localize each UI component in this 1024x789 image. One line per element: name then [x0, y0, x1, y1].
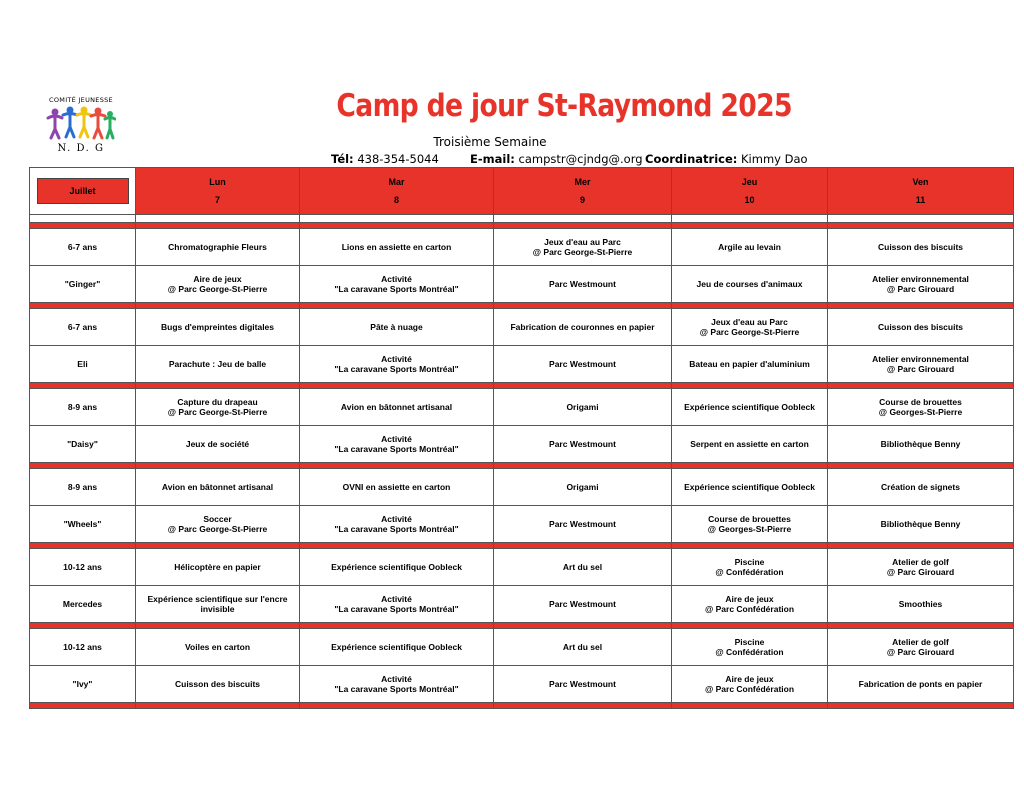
activity-line: Avion en bâtonnet artisanal: [340, 402, 453, 412]
activity-line: @ Parc Girouard: [886, 284, 955, 294]
activity-line: @ Parc Girouard: [886, 647, 955, 657]
activity-line: Expérience scientifique Oobleck: [684, 482, 815, 492]
activity-line: @ Parc George-St-Pierre: [167, 524, 268, 534]
phone-number: 438-354-5044: [357, 152, 439, 166]
day-header-tue: [300, 168, 494, 215]
activity-cell: [494, 666, 672, 703]
activity-cell: [828, 666, 1014, 703]
day-name: Ven: [912, 177, 929, 187]
activity-cell: [672, 469, 828, 506]
day-number: 7: [214, 195, 220, 205]
activity-cell: [672, 666, 828, 703]
activity-cell: [136, 469, 300, 506]
activity-line: Art du sel: [562, 562, 603, 572]
activity-cell: [494, 229, 672, 266]
activity-line: "La caravane Sports Montréal": [334, 684, 459, 694]
activity-cell: [494, 266, 672, 303]
activity-line: Parc Westmount: [549, 439, 616, 449]
activity-line: Pâte à nuage: [370, 322, 423, 332]
activity-cell: [300, 266, 494, 303]
activity-line: Jeux d'eau au Parc: [544, 237, 621, 247]
activity-line: "La caravane Sports Montréal": [334, 524, 459, 534]
activity-cell: [828, 266, 1014, 303]
activity-line: Piscine: [734, 637, 765, 647]
activity-line: Parc Westmount: [549, 599, 616, 609]
activity-line: @ Parc George-St-Pierre: [532, 247, 633, 257]
phone-label: Tél:: [331, 152, 354, 166]
activity-cell: [828, 549, 1014, 586]
activity-cell: [300, 309, 494, 346]
group-label: "Ginger": [30, 266, 136, 303]
activity-cell: [672, 586, 828, 623]
activity-line: "La caravane Sports Montréal": [334, 284, 459, 294]
activity-line: @ Parc Girouard: [886, 364, 955, 374]
activity-line: Art du sel: [562, 642, 603, 652]
activity-cell: [828, 229, 1014, 266]
activity-cell: [136, 666, 300, 703]
activity-line: Activité: [381, 274, 412, 284]
activity-line: Expérience scientifique Oobleck: [331, 642, 462, 652]
activity-cell: [672, 266, 828, 303]
activity-line: Capture du drapeau: [177, 397, 258, 407]
group-label: 6-7 ans: [30, 309, 136, 346]
day-name: Jeu: [741, 177, 758, 187]
activity-cell: [300, 629, 494, 666]
schedule-row: [30, 309, 1014, 346]
schedule-table: [29, 167, 1014, 709]
organization-logo: [44, 96, 118, 158]
activity-cell: [300, 666, 494, 703]
activity-line: Course de brouettes: [879, 397, 962, 407]
schedule-row: [30, 426, 1014, 463]
activity-line: Bateau en papier d'aluminium: [689, 359, 810, 369]
activity-cell: [672, 346, 828, 383]
activity-cell: [494, 629, 672, 666]
activity-cell: [494, 426, 672, 463]
spacer-row: [30, 215, 1014, 223]
activity-line: Piscine: [734, 557, 765, 567]
activity-cell: [828, 389, 1014, 426]
activity-cell: [828, 629, 1014, 666]
activity-line: Cuisson des biscuits: [174, 679, 261, 689]
activity-line: Avion en bâtonnet artisanal: [161, 482, 274, 492]
group-label: "Daisy": [30, 426, 136, 463]
activity-line: Bibliothèque Benny: [880, 439, 961, 449]
activity-line: Activité: [381, 594, 412, 604]
schedule-row: [30, 586, 1014, 623]
activity-line: "La caravane Sports Montréal": [334, 604, 459, 614]
activity-line: Hélicoptère en papier: [174, 562, 261, 572]
schedule-row: [30, 266, 1014, 303]
activity-cell: [828, 469, 1014, 506]
activity-cell: [672, 309, 828, 346]
activity-line: Activité: [381, 514, 412, 524]
group-label: Eli: [30, 346, 136, 383]
activity-cell: [828, 426, 1014, 463]
activity-line: @ Confédération: [715, 567, 784, 577]
activity-line: Parc Westmount: [549, 279, 616, 289]
activity-cell: [136, 309, 300, 346]
activity-cell: [672, 629, 828, 666]
day-number: 9: [579, 195, 585, 205]
activity-cell: [136, 389, 300, 426]
activity-cell: [828, 586, 1014, 623]
activity-line: Argile au levain: [718, 242, 781, 252]
activity-line: @ Confédération: [715, 647, 784, 657]
activity-line: Atelier environnemental: [872, 274, 969, 284]
activity-line: @ Georges-St-Pierre: [707, 524, 792, 534]
activity-line: Serpent en assiette en carton: [690, 439, 809, 449]
page-title: Camp de jour St-Raymond 2025: [336, 88, 792, 124]
schedule-row: [30, 629, 1014, 666]
activity-cell: [136, 549, 300, 586]
activity-line: OVNI en assiette en carton: [342, 482, 451, 492]
activity-line: @ Parc George-St-Pierre: [699, 327, 800, 337]
group-label: "Wheels": [30, 506, 136, 543]
day-header-mon: [136, 168, 300, 215]
group-label: 8-9 ans: [30, 469, 136, 506]
schedule-row: [30, 229, 1014, 266]
activity-line: Lions en assiette en carton: [341, 242, 452, 252]
activity-line: Course de brouettes: [708, 514, 791, 524]
activity-line: Chromatographie Fleurs: [168, 242, 267, 252]
phone-info: [331, 152, 439, 166]
activity-line: @ Parc Girouard: [886, 567, 955, 577]
activity-line: @ Parc Confédération: [704, 604, 795, 614]
activity-line: Activité: [381, 674, 412, 684]
activity-line: Atelier environnemental: [872, 354, 969, 364]
schedule-row: [30, 389, 1014, 426]
activity-cell: [300, 346, 494, 383]
activity-cell: [136, 426, 300, 463]
activity-line: Atelier de golf: [892, 557, 949, 567]
schedule-header-row: [30, 168, 1014, 215]
activity-cell: [494, 469, 672, 506]
schedule-row: [30, 506, 1014, 543]
activity-cell: [494, 549, 672, 586]
activity-line: @ Parc George-St-Pierre: [167, 284, 268, 294]
day-number: 8: [393, 195, 399, 205]
activity-cell: [828, 309, 1014, 346]
activity-line: Origami: [566, 482, 599, 492]
activity-line: Voiles en carton: [184, 642, 251, 652]
activity-line: Aire de jeux: [193, 274, 242, 284]
activity-line: Expérience scientifique sur l'encre: [147, 594, 288, 604]
logo-top-text: COMITÉ JEUNESSE: [49, 96, 113, 104]
month-label: Juillet: [37, 178, 129, 204]
group-label: 8-9 ans: [30, 389, 136, 426]
activity-line: invisible: [200, 604, 235, 614]
activity-cell: [672, 426, 828, 463]
schedule-row: [30, 346, 1014, 383]
activity-line: Jeux de société: [185, 439, 250, 449]
day-header-wed: [494, 168, 672, 215]
activity-line: Parc Westmount: [549, 519, 616, 529]
day-header-fri: [828, 168, 1014, 215]
activity-cell: [300, 426, 494, 463]
activity-cell: [494, 586, 672, 623]
activity-line: @ Parc Confédération: [704, 684, 795, 694]
activity-cell: [672, 389, 828, 426]
activity-cell: [136, 586, 300, 623]
day-name: Mer: [574, 177, 591, 187]
activity-line: Parc Westmount: [549, 359, 616, 369]
activity-cell: [494, 389, 672, 426]
activity-cell: [136, 506, 300, 543]
children-figures-icon: [46, 104, 116, 142]
activity-line: Parachute : Jeu de balle: [168, 359, 267, 369]
coordinator-label: Coordinatrice:: [645, 152, 738, 166]
activity-cell: [136, 629, 300, 666]
page-subtitle: Troisième Semaine: [433, 135, 547, 149]
day-name: Lun: [209, 177, 226, 187]
activity-line: Soccer: [203, 514, 232, 524]
activity-cell: [494, 309, 672, 346]
day-number: 10: [744, 195, 755, 205]
activity-cell: [300, 389, 494, 426]
activity-cell: [494, 506, 672, 543]
activity-line: Smoothies: [898, 599, 943, 609]
day-header-thu: [672, 168, 828, 215]
coordinator-name: Kimmy Dao: [741, 152, 808, 166]
activity-line: @ Georges-St-Pierre: [878, 407, 963, 417]
activity-line: Jeux d'eau au Parc: [711, 317, 788, 327]
activity-line: Fabrication de couronnes en papier: [510, 322, 655, 332]
email-info: [470, 152, 643, 166]
activity-cell: [300, 586, 494, 623]
activity-line: Atelier de golf: [892, 637, 949, 647]
schedule-row: [30, 549, 1014, 586]
schedule-row: [30, 666, 1014, 703]
day-name: Mar: [388, 177, 405, 187]
activity-line: Parc Westmount: [549, 679, 616, 689]
activity-line: @ Parc George-St-Pierre: [167, 407, 268, 417]
activity-line: "La caravane Sports Montréal": [334, 364, 459, 374]
activity-line: Activité: [381, 354, 412, 364]
activity-line: Origami: [566, 402, 599, 412]
email-address: campstr@cjndg@.org: [518, 152, 643, 166]
logo-bottom-text: N. D. G: [57, 143, 105, 154]
activity-line: Activité: [381, 434, 412, 444]
day-number: 11: [915, 195, 926, 205]
activity-cell: [136, 346, 300, 383]
activity-line: Expérience scientifique Oobleck: [331, 562, 462, 572]
activity-cell: [136, 266, 300, 303]
activity-line: Bugs d'empreintes digitales: [160, 322, 275, 332]
activity-line: Jeu de courses d'animaux: [696, 279, 803, 289]
activity-cell: [672, 506, 828, 543]
month-cell: [30, 168, 136, 215]
activity-cell: [672, 229, 828, 266]
activity-line: Fabrication de ponts en papier: [858, 679, 983, 689]
coordinator-info: [645, 152, 808, 166]
activity-cell: [300, 549, 494, 586]
schedule-row: [30, 469, 1014, 506]
activity-cell: [494, 346, 672, 383]
activity-cell: [672, 549, 828, 586]
activity-line: Bibliothèque Benny: [880, 519, 961, 529]
activity-cell: [828, 346, 1014, 383]
activity-line: Expérience scientifique Oobleck: [684, 402, 815, 412]
separator-row: [30, 703, 1014, 709]
group-label: 10-12 ans: [30, 549, 136, 586]
group-label: Mercedes: [30, 586, 136, 623]
activity-line: Cuisson des biscuits: [877, 322, 964, 332]
activity-line: Aire de jeux: [725, 674, 774, 684]
group-label: 10-12 ans: [30, 629, 136, 666]
activity-cell: [828, 506, 1014, 543]
activity-line: Aire de jeux: [725, 594, 774, 604]
activity-cell: [300, 229, 494, 266]
activity-cell: [136, 229, 300, 266]
activity-line: Création de signets: [881, 482, 960, 492]
email-label: E-mail:: [470, 152, 515, 166]
group-label: 6-7 ans: [30, 229, 136, 266]
group-label: "Ivy": [30, 666, 136, 703]
activity-line: "La caravane Sports Montréal": [334, 444, 459, 454]
activity-line: Cuisson des biscuits: [877, 242, 964, 252]
activity-cell: [300, 506, 494, 543]
activity-cell: [300, 469, 494, 506]
